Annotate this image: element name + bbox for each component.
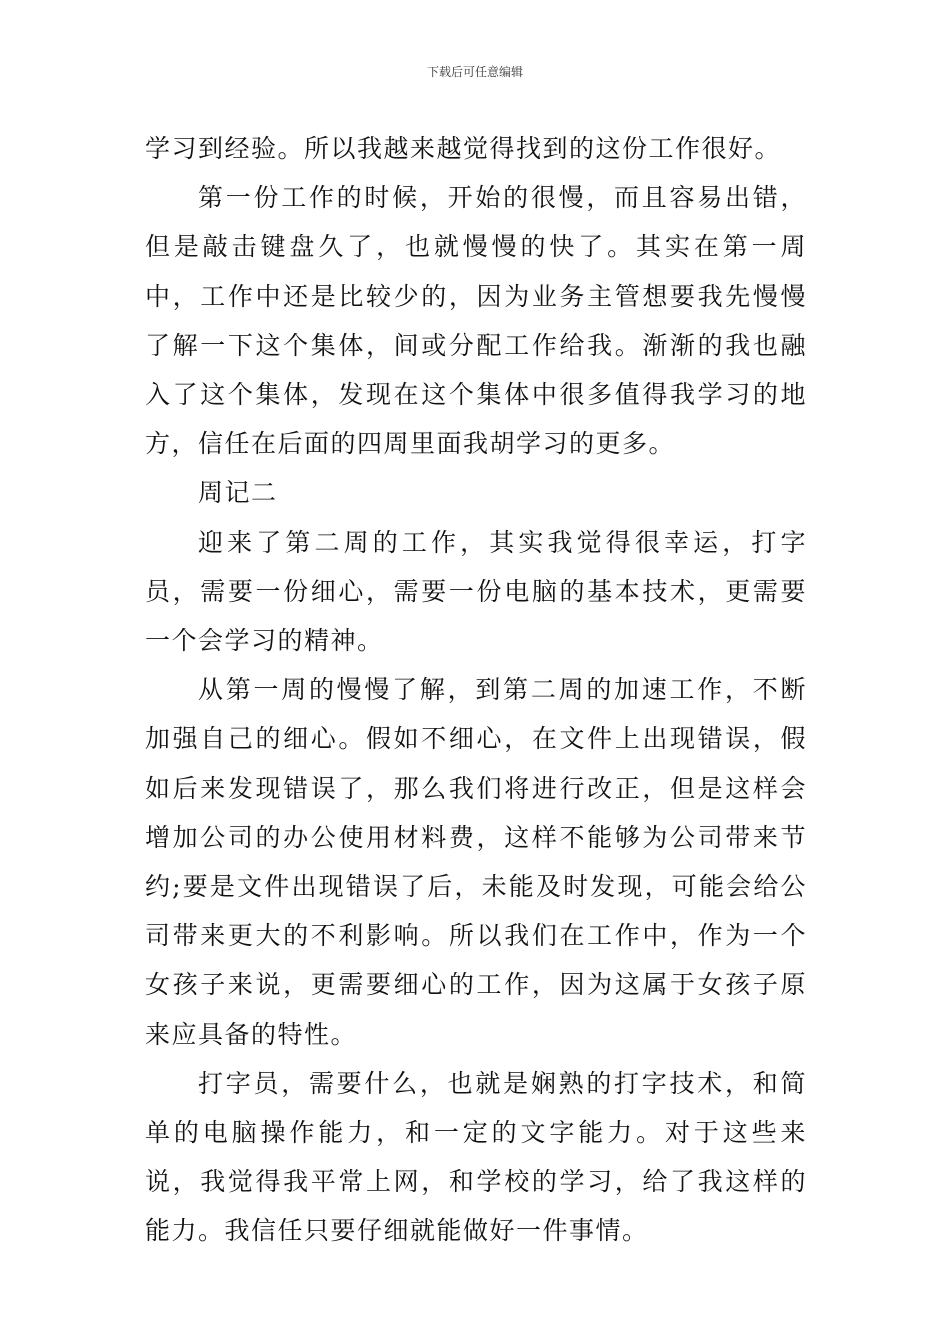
document-body	[145, 124, 807, 1256]
paragraph-first-job: 第一份工作的时候，开始的很慢，而且容易出错，但是敲击键盘久了，也就慢慢的快了。其实在第一周中，工作中还是比较少的，因为业务主管想要我先慢慢了解一下这个集体，间或分配工作给我。渐渐的我也融入了这个集体，发现在这个集体中很多值得我学习的地方，信任在后面的四周里面我胡学习的更多。	[145, 183, 807, 459]
section-heading-week-two: 周记二	[198, 478, 278, 508]
paragraph-continuation: 学习到经验。所以我越来越觉得找到的这份工作很好。	[145, 134, 782, 163]
page-header-note: 下载后可任意编辑	[426, 65, 523, 79]
paragraph-week-two-intro: 迎来了第二周的工作，其实我觉得很幸运，打字员，需要一份细心，需要一份电脑的基本技术，更需要一个会学习的精神。	[145, 527, 807, 656]
paragraph-carefulness: 从第一周的慢慢了解，到第二周的加速工作，不断加强自己的细心。假如不细心，在文件上出现错误，假如后来发现错误了，那么我们将进行改正，但是这样会增加公司的办公使用材料费，这样不能够为公司带来节约;要是文件出现错误了后，未能及时发现，可能会给公司带来更大的不利影响。所以我们在工作中，作为一个女孩子来说，更需要细心的工作，因为这属于女孩子原来应具备的特性。	[145, 675, 807, 1049]
paragraph-typist-skills: 打字员，需要什么，也就是娴熟的打字技术，和简单的电脑操作能力，和一定的文字能力。对于这些来说，我觉得我平常上网，和学校的学习，给了我这样的能力。我信任只要仔细就能做好一件事情。	[145, 1068, 807, 1246]
